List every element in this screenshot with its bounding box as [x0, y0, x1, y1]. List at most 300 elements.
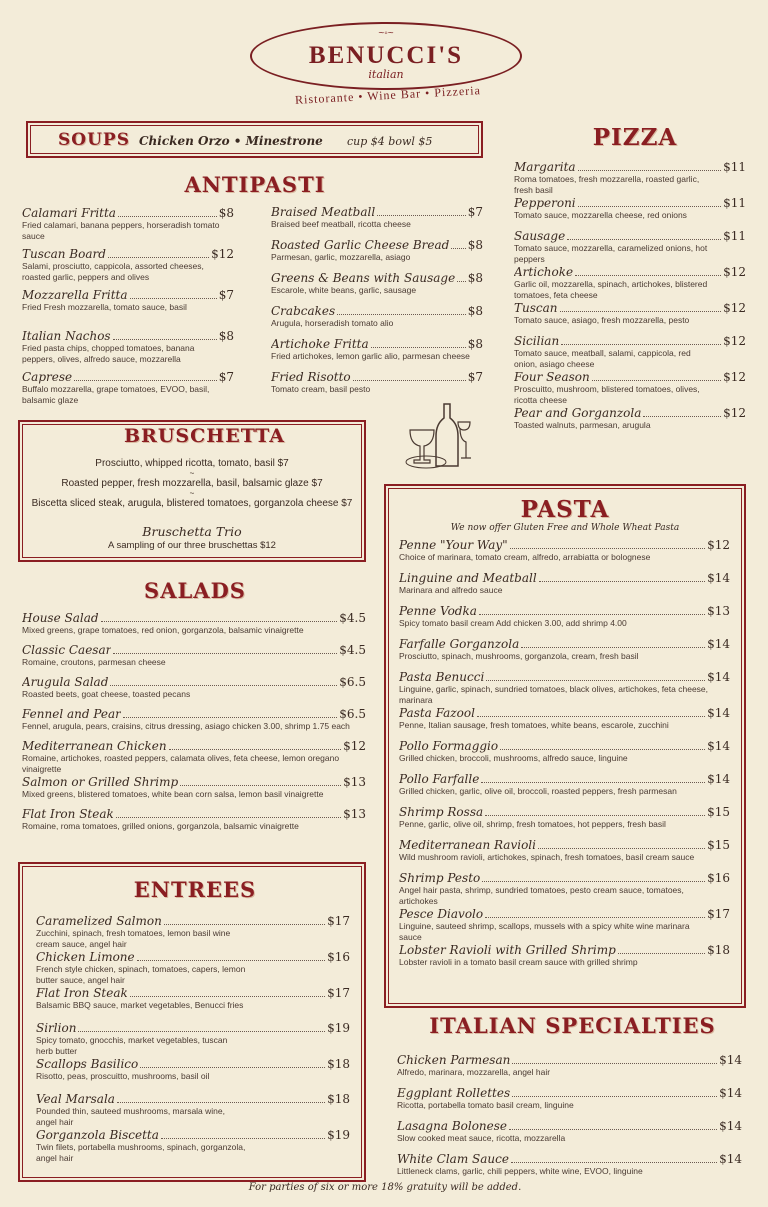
menu-item: [514, 229, 746, 265]
menu-item-line: [36, 1021, 350, 1035]
menu-item-line: [22, 611, 366, 625]
leader-dots: [485, 917, 705, 918]
pizza-title: PIZZA: [592, 124, 678, 151]
menu-item: [399, 538, 730, 571]
menu-item-line: [514, 370, 746, 384]
soups-prices: cup $4 bowl $5: [347, 135, 433, 148]
menu-item-name: House Salad: [22, 611, 99, 625]
menu-item-line: [514, 160, 746, 174]
menu-item-price: $8: [467, 238, 483, 252]
menu-item-line: [399, 943, 730, 957]
leader-dots: [457, 281, 466, 282]
menu-item-line: [399, 739, 730, 753]
specialties-title: ITALIAN SPECIALTIES: [429, 1013, 716, 1038]
menu-item-description: Romaine, roma tomatoes, grilled onions, gorganzola, balsamic vinaigrette: [22, 821, 299, 831]
menu-item-description: Spicy tomato, gnocchis, market vegetables, tuscan herb butter: [36, 1035, 228, 1056]
menu-item-price: $14: [707, 571, 730, 585]
menu-item-description: Ricotta, portabella tomato basil cream, linguine: [397, 1100, 574, 1110]
menu-item-name: Lasagna Bolonese: [397, 1119, 508, 1133]
menu-item: [399, 871, 730, 907]
menu-item-line: [22, 739, 366, 753]
menu-item-price: $7: [467, 370, 483, 384]
menu-item: [36, 950, 350, 986]
menu-item-line: [36, 1128, 350, 1142]
leader-dots: [578, 206, 721, 207]
menu-item-name: Pasta Benucci: [399, 670, 485, 684]
menu-item-line: [22, 329, 234, 343]
menu-item-price: $11: [723, 160, 746, 174]
leader-dots: [123, 717, 337, 718]
salads-title: SALADS: [144, 578, 246, 603]
leader-dots: [169, 749, 342, 750]
menu-item-line: [399, 838, 730, 852]
menu-item-line: [399, 637, 730, 651]
antipasti-right-column: [271, 205, 483, 403]
menu-item-description: Tomato sauce, meatball, salami, cappicola, red onion, asiago cheese: [514, 348, 691, 369]
menu-item-name: Chicken Limone: [36, 950, 135, 964]
separator: ~: [189, 469, 195, 478]
leader-dots: [561, 344, 721, 345]
soups-title: SOUPS: [58, 130, 130, 150]
leader-dots: [512, 1096, 717, 1097]
menu-item-name: Shrimp Rossa: [399, 805, 484, 819]
leader-dots: [130, 996, 325, 997]
menu-item-name: Mozzarella Fritta: [22, 288, 128, 302]
menu-item-price: $11: [723, 196, 746, 210]
menu-item-description: Salami, prosciutto, cappicola, assorted cheeses, roasted garlic, peppers and olives: [22, 261, 204, 282]
bruschetta-trio-desc: A sampling of our three bruschettas $12: [108, 540, 276, 551]
menu-item-name: Penne "Your Way": [399, 538, 508, 552]
leader-dots: [371, 347, 466, 348]
menu-item-name: Pasta Fazool: [399, 706, 475, 720]
menu-item-description: Pounded thin, sauteed mushrooms, marsala wine, angel hair: [36, 1106, 225, 1127]
menu-item-name: Four Season: [514, 370, 590, 384]
menu-item-price: $18: [707, 943, 730, 957]
leader-dots: [161, 1138, 325, 1139]
menu-item: [36, 1057, 350, 1092]
menu-item: [514, 301, 746, 334]
menu-item: [514, 370, 746, 406]
leader-dots: [117, 1102, 325, 1103]
menu-item-line: [22, 707, 366, 721]
leader-dots: [164, 924, 325, 925]
leader-dots: [567, 239, 721, 240]
menu-item-price: $12: [343, 739, 366, 753]
menu-item-price: $15: [707, 805, 730, 819]
menu-item-price: $19: [327, 1128, 350, 1142]
menu-item-description: Alfredo, marinara, mozzarella, angel hair: [397, 1067, 551, 1077]
leader-dots: [113, 339, 217, 340]
leader-dots: [337, 314, 466, 315]
leader-dots: [539, 581, 705, 582]
leader-dots: [510, 548, 705, 549]
menu-item-description: Mixed greens, blistered tomatoes, white bean corn salsa, lemon basil vinaigrette: [22, 789, 324, 799]
menu-item: [514, 334, 746, 370]
menu-item-price: $13: [343, 775, 366, 789]
menu-item-description: Penne, Italian sausage, fresh tomatoes, white beans, escarole, zucchini: [399, 720, 669, 730]
menu-item-line: [22, 288, 234, 302]
menu-item-name: Farfalle Gorganzola: [399, 637, 520, 651]
leader-dots: [353, 380, 466, 381]
menu-item-name: Braised Meatball: [271, 205, 376, 219]
menu-item-name: Crabcakes: [271, 304, 336, 318]
menu-item-name: Lobster Ravioli with Grilled Shrimp: [399, 943, 616, 957]
leader-dots: [110, 685, 337, 686]
menu-item-name: Roasted Garlic Cheese Bread: [271, 238, 450, 252]
menu-item: [399, 571, 730, 604]
menu-item-name: Veal Marsala: [36, 1092, 115, 1106]
menu-item-price: $13: [707, 604, 730, 618]
menu-item-description: Fried calamari, banana peppers, horseradish tomato sauce: [22, 220, 220, 241]
menu-item-name: Classic Caesar: [22, 643, 112, 657]
menu-item-price: $8: [467, 271, 483, 285]
menu-item-price: $18: [327, 1057, 350, 1071]
menu-item: [397, 1119, 742, 1152]
menu-item: [22, 611, 366, 643]
menu-item-price: $18: [327, 1092, 350, 1106]
menu-item-price: $11: [723, 229, 746, 243]
menu-item-line: [514, 196, 746, 210]
menu-item: [22, 247, 234, 288]
menu-item-name: Tuscan Board: [22, 247, 106, 261]
leader-dots: [377, 215, 466, 216]
menu-item-line: [22, 247, 234, 261]
pizza-list: [514, 160, 746, 439]
menu-item-description: Grilled chicken, garlic, olive oil, broccoli, roasted peppers, fresh parmesan: [399, 786, 677, 796]
menu-item: [22, 206, 234, 247]
menu-item-name: Tuscan: [514, 301, 558, 315]
bruschetta-item: Prosciutto, whipped ricotta, tomato, basil $7: [95, 458, 289, 469]
menu-item-price: $14: [707, 739, 730, 753]
gratuity-note: For parties of six or more 18% gratuity will be added.: [248, 1182, 522, 1193]
menu-item-name: Artichoke Fritta: [271, 337, 369, 351]
leader-dots: [575, 275, 721, 276]
menu-item-price: $4.5: [339, 643, 366, 657]
menu-item: [22, 739, 366, 775]
menu-item-price: $13: [343, 807, 366, 821]
menu-item-description: Parmesan, garlic, mozzarella, asiago: [271, 252, 411, 262]
menu-item-line: [514, 406, 746, 420]
menu-item: [271, 337, 483, 370]
menu-item-line: [399, 706, 730, 720]
menu-item-description: Twin filets, portabella mushrooms, spinach, gorganzola, angel hair: [36, 1142, 246, 1163]
leader-dots: [560, 311, 722, 312]
menu-item-name: Pollo Farfalle: [399, 772, 480, 786]
menu-item-description: Roma tomatoes, fresh mozzarella, roasted garlic, fresh basil: [514, 174, 700, 195]
menu-item-description: Proscuitto, mushroom, blistered tomatoes, olives, ricotta cheese: [514, 384, 700, 405]
menu-item-name: Mediterranean Ravioli: [399, 838, 536, 852]
menu-item-line: [271, 205, 483, 219]
menu-item-name: Eggplant Rollettes: [397, 1086, 511, 1100]
menu-item-description: Linguine, sauteed shrimp, scallops, mussels with a spicy white wine marinara sauce: [399, 921, 690, 942]
menu-item-line: [399, 907, 730, 921]
entrees-title: ENTREES: [133, 877, 257, 902]
menu-item-name: Scallops Basilico: [36, 1057, 139, 1071]
menu-item-name: Flat Iron Steak: [22, 807, 114, 821]
menu-item-line: [397, 1053, 742, 1067]
leader-dots: [101, 621, 338, 622]
separator: ~: [189, 489, 195, 498]
menu-item-line: [22, 370, 234, 384]
menu-item-price: $7: [218, 370, 234, 384]
pasta-list: [399, 538, 730, 976]
menu-item-name: Pear and Gorganzola: [514, 406, 642, 420]
menu-item-price: $17: [327, 914, 350, 928]
menu-item-price: $6.5: [339, 675, 366, 689]
menu-item: [399, 604, 730, 637]
menu-item-name: Sausage: [514, 229, 566, 243]
menu-item-price: $4.5: [339, 611, 366, 625]
menu-item-line: [271, 304, 483, 318]
leader-dots: [486, 680, 705, 681]
menu-item-price: $14: [707, 706, 730, 720]
menu-item-name: White Clam Sauce: [397, 1152, 509, 1166]
menu-item-description: Spicy tomato basil cream Add chicken 3.00, add shrimp 4.00: [399, 618, 627, 628]
menu-item-description: Mixed greens, grape tomatoes, red onion, gorganzola, balsamic vinaigrette: [22, 625, 304, 635]
menu-item: [399, 772, 730, 805]
menu-item-price: $14: [719, 1119, 742, 1133]
menu-item-price: $16: [707, 871, 730, 885]
menu-item-line: [399, 604, 730, 618]
menu-item-price: $6.5: [339, 707, 366, 721]
menu-item-description: French style chicken, spinach, tomatoes, capers, lemon butter sauce, angel hair: [36, 964, 246, 985]
menu-item-line: [36, 1092, 350, 1106]
menu-item: [22, 775, 366, 807]
leader-dots: [137, 960, 325, 961]
menu-item-description: Tomato cream, basil pesto: [271, 384, 371, 394]
menu-item-price: $8: [218, 329, 234, 343]
menu-item-price: $12: [723, 370, 746, 384]
menu-item-price: $8: [467, 337, 483, 351]
menu-item-description: Fried pasta chips, chopped tomatoes, banana peppers, olives, alfredo sauce, mozzarella: [22, 343, 195, 364]
menu-item-description: Toasted walnuts, parmesan, arugula: [514, 420, 651, 430]
menu-item: [36, 1128, 350, 1164]
menu-item-name: Arugula Salad: [22, 675, 109, 689]
menu-item-line: [22, 643, 366, 657]
menu-item-line: [22, 675, 366, 689]
menu-item-line: [399, 871, 730, 885]
menu-item-description: Choice of marinara, tomato cream, alfredo, arrabiatta or bolognese: [399, 552, 651, 562]
menu-item-line: [36, 1057, 350, 1071]
menu-item-price: $7: [467, 205, 483, 219]
menu-item-line: [399, 538, 730, 552]
menu-item-description: Roasted beets, goat cheese, toasted pecans: [22, 689, 191, 699]
menu-item-line: [397, 1152, 742, 1166]
menu-item: [399, 943, 730, 976]
menu-item-name: Sicilian: [514, 334, 560, 348]
bruschetta-title: BRUSCHETTA: [120, 425, 289, 447]
menu-item: [514, 265, 746, 301]
leader-dots: [113, 653, 337, 654]
menu-item-price: $12: [723, 301, 746, 315]
menu-item-description: Romaine, croutons, parmesan cheese: [22, 657, 166, 667]
menu-item-line: [22, 206, 234, 220]
menu-item-price: $14: [719, 1053, 742, 1067]
menu-item-name: Mediterranean Chicken: [22, 739, 167, 753]
menu-item-line: [514, 265, 746, 279]
bruschetta-item: Roasted pepper, fresh mozzarella, basil, balsamic glaze $7: [61, 478, 323, 489]
menu-item-name: Chicken Parmesan: [397, 1053, 511, 1067]
menu-item-price: $19: [327, 1021, 350, 1035]
menu-item-price: $14: [719, 1086, 742, 1100]
menu-item-line: [36, 914, 350, 928]
bruschetta-list: [22, 457, 362, 510]
leader-dots: [485, 815, 705, 816]
leader-dots: [108, 257, 209, 258]
menu-item-price: $12: [723, 406, 746, 420]
bruschetta-item: Biscetta sliced steak, arugula, blistered tomatoes, gorganzola cheese $7: [31, 498, 353, 509]
leader-dots: [481, 782, 705, 783]
menu-item-price: $12: [723, 265, 746, 279]
menu-item: [271, 271, 483, 304]
wine-bottle-icon: [396, 400, 476, 472]
menu-item-price: $12: [707, 538, 730, 552]
menu-item-line: [399, 772, 730, 786]
menu-item: [22, 329, 234, 370]
menu-item-description: Littleneck clams, garlic, chili peppers, white wine, EVOO, linguine: [397, 1166, 643, 1176]
menu-item-description: Linguine, garlic, spinach, sundried tomatoes, black olives, artichokes, feta cheese, marinara: [399, 684, 709, 705]
menu-item-line: [399, 571, 730, 585]
menu-item-description: Fried Fresh mozzarella, tomato sauce, basil: [22, 302, 187, 312]
menu-item-name: Italian Nachos: [22, 329, 111, 343]
leader-dots: [118, 216, 217, 217]
menu-item-price: $17: [707, 907, 730, 921]
menu-item-name: Fennel and Pear: [22, 707, 121, 721]
antipasti-title: ANTIPASTI: [184, 172, 326, 197]
menu-item: [514, 160, 746, 196]
menu-item-description: Zucchini, spinach, fresh tomatoes, lemon basil wine cream sauce, angel hair: [36, 928, 231, 949]
menu-item-description: Braised beef meatball, ricotta cheese: [271, 219, 411, 229]
menu-item: [271, 205, 483, 238]
menu-item: [399, 739, 730, 772]
salads-list: [22, 611, 366, 839]
menu-item-line: [397, 1086, 742, 1100]
menu-item-description: Escarole, white beans, garlic, sausage: [271, 285, 417, 295]
menu-item: [22, 807, 366, 839]
antipasti-left-column: [22, 206, 234, 411]
menu-item-name: Sirlion: [36, 1021, 77, 1035]
menu-item-description: Garlic oil, mozzarella, spinach, artichokes, blistered tomatoes, feta cheese: [514, 279, 708, 300]
leader-dots: [479, 614, 705, 615]
leader-dots: [116, 817, 341, 818]
menu-item-name: Gorganzola Biscetta: [36, 1128, 159, 1142]
menu-item: [399, 805, 730, 838]
menu-item-name: Linguine and Meatball: [399, 571, 537, 585]
menu-item-price: $12: [723, 334, 746, 348]
menu-item-name: Greens & Beans with Sausage: [271, 271, 456, 285]
leader-dots: [180, 785, 341, 786]
restaurant-subtitle: italian: [368, 68, 404, 81]
menu-item-price: $7: [218, 288, 234, 302]
menu-item-price: $14: [707, 670, 730, 684]
menu-item-name: Artichoke: [514, 265, 574, 279]
leader-dots: [643, 416, 721, 417]
leader-dots: [451, 248, 465, 249]
menu-item: [397, 1053, 742, 1086]
tagline: Ristorante • Wine Bar • Pizzeria: [294, 83, 482, 107]
menu-item-price: $8: [467, 304, 483, 318]
menu-item-name: Calamari Fritta: [22, 206, 116, 220]
menu-item-description: Romaine, artichokes, roasted peppers, calamata olives, feta cheese, lemon oregano vinaigrette: [22, 753, 340, 774]
menu-item: [399, 637, 730, 670]
restaurant-name: BENUCCI'S: [308, 42, 464, 69]
menu-item-line: [397, 1119, 742, 1133]
menu-item-line: [514, 301, 746, 315]
menu-item-name: Pollo Formaggio: [399, 739, 499, 753]
menu-item: [36, 1021, 350, 1057]
pasta-note: We now offer Gluten Free and Whole Wheat Pasta: [450, 523, 680, 533]
menu-item: [399, 907, 730, 943]
menu-item-price: $16: [327, 950, 350, 964]
entrees-list: [36, 914, 350, 1164]
menu-item-line: [271, 271, 483, 285]
menu-item-description: Marinara and alfredo sauce: [399, 585, 503, 595]
pasta-title: PASTA: [520, 496, 610, 523]
leader-dots: [500, 749, 705, 750]
menu-item-name: Pepperoni: [514, 196, 576, 210]
menu-item: [22, 288, 234, 329]
menu-item-price: $14: [707, 772, 730, 786]
menu-item: [36, 914, 350, 950]
leader-dots: [578, 170, 722, 171]
menu-item-price: $14: [719, 1152, 742, 1166]
menu-item-description: Penne, garlic, olive oil, shrimp, fresh tomatoes, hot peppers, fresh basil: [399, 819, 666, 829]
leader-dots: [140, 1067, 325, 1068]
menu-item-line: [399, 670, 730, 684]
menu-item: [397, 1086, 742, 1119]
leader-dots: [78, 1031, 325, 1032]
menu-item-description: Prosciutto, spinach, mushrooms, gorganzola, cream, fresh basil: [399, 651, 639, 661]
menu-item-description: Tomato sauce, mozzarella, caramelized onions, hot peppers: [514, 243, 708, 264]
menu-item-line: [514, 229, 746, 243]
menu-item: [271, 304, 483, 337]
menu-item: [22, 707, 366, 739]
specialties-list: [397, 1053, 742, 1185]
menu-item: [514, 406, 746, 439]
menu-item: [397, 1152, 742, 1185]
menu-item-price: $17: [327, 986, 350, 1000]
menu-item-name: Shrimp Pesto: [399, 871, 481, 885]
menu-item-description: Wild mushroom ravioli, artichokes, spinach, fresh tomatoes, basil cream sauce: [399, 852, 695, 862]
leader-dots: [618, 953, 705, 954]
leader-dots: [512, 1063, 717, 1064]
menu-item-line: [271, 370, 483, 384]
leader-dots: [509, 1129, 717, 1130]
leader-dots: [74, 380, 217, 381]
menu-item: [22, 675, 366, 707]
menu-item-description: Risotto, peas, proscuitto, mushrooms, basil oil: [36, 1071, 210, 1081]
menu-item-description: Tomato sauce, mozzarella cheese, red onions: [514, 210, 687, 220]
menu-item-description: Lobster ravioli in a tomato basil cream sauce with grilled shrimp: [399, 957, 638, 967]
menu-item-description: Balsamic BBQ sauce, market vegetables, Benucci fries: [36, 1000, 244, 1010]
menu-item: [399, 670, 730, 706]
menu-item: [271, 238, 483, 271]
soups-items: Chicken Orzo • Minestrone: [139, 134, 323, 148]
menu-item-name: Caprese: [22, 370, 73, 384]
leader-dots: [477, 716, 705, 717]
menu-item-name: Margarita: [514, 160, 576, 174]
menu-item-name: Pesce Diavolo: [399, 907, 484, 921]
menu-item-name: Flat Iron Steak: [36, 986, 128, 1000]
menu-item: [399, 838, 730, 871]
menu-item-line: [22, 775, 366, 789]
menu-item-line: [514, 334, 746, 348]
menu-item-line: [399, 805, 730, 819]
menu-item: [399, 706, 730, 739]
logo-flourish: ~◦~: [378, 28, 394, 39]
menu-item-description: Tomato sauce, asiago, fresh mozzarella, pesto: [514, 315, 690, 325]
menu-item-name: Salmon or Grilled Shrimp: [22, 775, 179, 789]
